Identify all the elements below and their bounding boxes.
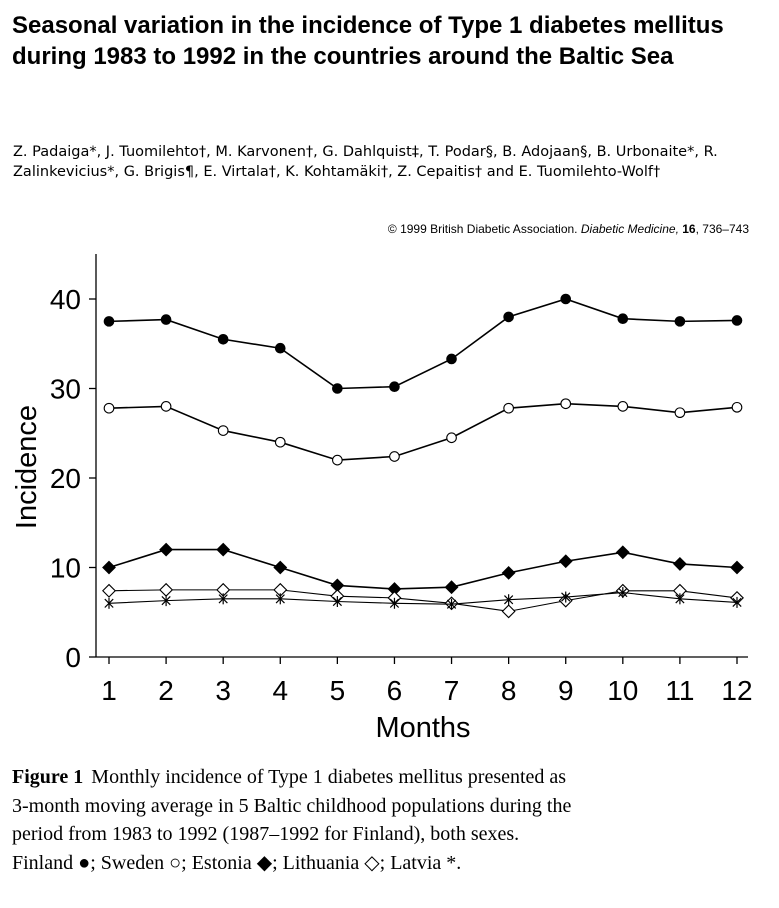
marker-open-circle: [275, 437, 285, 447]
marker-filled-diamond: [731, 561, 743, 573]
paper-title: Seasonal variation in the incidence of Type 1 diabetes mellitus during 1983 to 1992 in the countries around the Baltic Sea: [12, 12, 724, 70]
marker-filled-circle: [561, 294, 571, 304]
marker-filled-circle: [675, 317, 685, 327]
marker-open-diamond: [502, 605, 514, 617]
marker-filled-diamond: [502, 567, 514, 579]
marker-open-circle: [675, 408, 685, 418]
x-tick-label: 6: [386, 675, 403, 706]
citation-volume: 16: [682, 222, 696, 236]
x-tick-label: 8: [500, 675, 517, 706]
marker-open-diamond: [160, 584, 172, 596]
marker-open-diamond: [103, 585, 115, 597]
marker-open-circle: [390, 452, 400, 462]
citation-journal: Diabetic Medicine,: [580, 222, 679, 236]
figure-caption: [12, 763, 772, 877]
marker-filled-diamond: [274, 561, 286, 573]
y-tick-label: 0: [65, 642, 81, 673]
x-tick-label: 3: [215, 675, 231, 706]
chart-ticks: [50, 284, 753, 706]
caption-line-4: Finland ●; Sweden ○; Estonia ◆; Lithuania ◇; Latvia *.: [12, 851, 462, 874]
x-tick-label: 1: [101, 675, 117, 706]
marker-filled-diamond: [560, 555, 572, 567]
marker-filled-circle: [275, 343, 285, 353]
figure-label: Figure 1: [12, 766, 84, 788]
series-2: [104, 399, 742, 465]
x-tick-label: 4: [272, 675, 289, 706]
y-axis-label: Incidence: [11, 404, 43, 530]
marker-open-circle: [218, 426, 228, 436]
x-axis-label: Months: [375, 712, 471, 744]
x-tick-label: 10: [607, 675, 639, 706]
marker-open-circle: [561, 399, 571, 409]
marker-open-circle: [104, 403, 114, 413]
marker-filled-circle: [504, 312, 514, 322]
marker-open-circle: [618, 402, 628, 412]
x-tick-label: 11: [665, 675, 695, 706]
marker-filled-diamond: [103, 561, 115, 573]
series-1: [104, 294, 742, 393]
marker-filled-circle: [390, 382, 400, 392]
marker-open-circle: [732, 402, 742, 412]
y-tick-label: 40: [49, 284, 81, 315]
marker-filled-circle: [333, 384, 343, 394]
caption-line-2: 3-month moving average in 5 Baltic childhood populations during the: [12, 794, 572, 817]
marker-filled-diamond: [217, 543, 229, 555]
marker-filled-diamond: [160, 543, 172, 555]
citation-pages: , 736–743: [695, 222, 749, 236]
marker-filled-circle: [161, 315, 171, 325]
author-list: Z. Padaiga*, J. Tuomilehto†, M. Karvonen†, G. Dahlquist‡, T. Podar§, B. Adojaan§, B. Urbonaite*, R. Zalinkevicius*, G. Brigis¶, E. Virtala†, K. Kohtamäki†, Z. Cepaitis† and E. Tuomilehto-Wolf†: [13, 144, 718, 180]
series-line: [109, 404, 737, 460]
series-line: [109, 299, 737, 389]
citation: [388, 221, 749, 237]
x-tick-label: 5: [329, 675, 346, 706]
series-3: [103, 543, 743, 595]
marker-filled-circle: [104, 317, 114, 327]
marker-filled-circle: [618, 314, 628, 324]
caption-line-1: [12, 763, 772, 792]
caption-line-3: period from 1983 to 1992 (1987–1992 for Finland), both sexes.: [12, 823, 520, 845]
chart-axes: [96, 254, 748, 657]
marker-open-circle: [333, 455, 343, 465]
marker-filled-diamond: [674, 558, 686, 570]
series-line: [109, 593, 737, 605]
series-line: [109, 590, 737, 611]
y-tick-label: 10: [49, 552, 81, 584]
marker-filled-diamond: [445, 581, 457, 593]
x-tick-label: 9: [557, 675, 574, 706]
marker-open-circle: [161, 402, 171, 412]
marker-open-circle: [447, 433, 457, 443]
chart-series: [103, 294, 743, 617]
marker-filled-circle: [447, 354, 457, 364]
y-tick-label: 30: [49, 373, 81, 405]
marker-filled-circle: [732, 316, 742, 326]
caption-line-1-text: Monthly incidence of Type 1 diabetes mellitus presented as: [91, 766, 567, 788]
x-tick-label: 12: [721, 675, 753, 706]
marker-filled-diamond: [617, 546, 629, 558]
x-tick-label: 7: [443, 675, 460, 706]
incidence-chart: [0, 240, 779, 745]
marker-filled-circle: [218, 334, 228, 344]
marker-open-circle: [504, 403, 514, 413]
x-tick-label: 2: [158, 675, 174, 706]
y-tick-label: 20: [49, 463, 81, 494]
series-line: [109, 550, 737, 589]
citation-prefix: © 1999 British Diabetic Association.: [387, 222, 578, 236]
